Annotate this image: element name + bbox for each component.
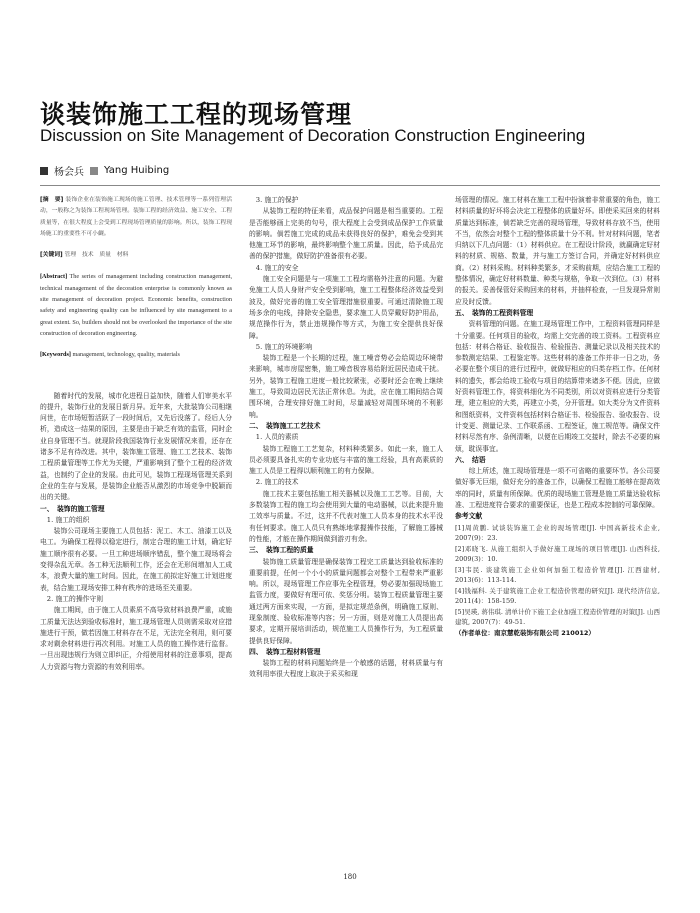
section-heading: 参考文献 [455,512,483,521]
subsection-heading: 2. 施工的操作守则 [46,594,104,603]
article-title: 谈装饰施工工程的现场管理 [40,100,353,129]
keywords-zh [40,250,232,261]
subsection-heading: 1. 人员的素质 [255,433,299,442]
reference-item: [4]钱福科. 关于建筑施工企业工程造价管理的研究[J]. 现代经济信息, 2011(4)：158-159. [455,586,660,606]
text-column-1 [40,195,232,673]
subsection-heading: 4. 施工的安全 [255,263,299,272]
paragraph: 施工期间，由于施工人员素质不高导致材料浪费严重，或施工质量无法达到验收标准时，施工现场管理人员则需采取对应措施进行干预，做若因施工材料存在不足，无法完全利用，则可要求对剩余材料进行再次利用。对施工人员的施工操作进行监督。一旦出现违规行为则立即纠正，介绍使用材料的注意事项，提高人力资源与物力资源的有效利用率。 [40,606,232,671]
section-heading: 三、 装饰工程的质量 [249,546,314,555]
paragraph: 施工安全问题是与一项施工工程均需格外注意的问题。为避免施工人员人身财产安全受到影响，施工工程整体经济效益受到波及，做好完善的施工安全管理措施很重要。可通过清除施工现场多余的电线，排除安全隐患，要求施工人员穿戴好防护用品，规范操作行为，禁止违规操作等方式，为施工安全提供良好保障。 [249,275,443,340]
text-column-2 [249,195,443,681]
header-divider [40,185,660,186]
author-name-zh: 杨会兵 [54,167,84,178]
abstract-tag: [摘 要] [40,197,64,203]
column-2-body [249,195,443,681]
abstract-text: 装饰企业在装饰施工现场的施工管理、技术管理等一系列管理活动，一般称之为装饰工程现场管理。装饰工程的经济效益、施工安全、工程质量等，在很大程度上会受到工程现场管理质量的影响。所以，装饰工程现场施工的重要性不可小觑。 [40,197,232,237]
subsection-heading: 5. 施工的环境影响 [255,342,313,351]
paragraph: 装饰工程施工工艺复杂，材料种类繁多。如此一来，施工人员必须要具备扎实的专业功底与丰富的施工经验，具有高素质的施工人员是工程得以顺利施工的有力保障。 [249,444,443,476]
paragraph: 随着时代的发展，城市化进程日益加快，随着人们审美水平的提升，装饰行业的发展日新月异。近年来，大批装饰公司相继问世，在市场短暂活跃了一段时间后，又先后没落了。经后人分析，造成这一结果的原因，主要是由于缺乏有效的监管，同时企业自身管理不当。就现阶段我国装饰行业发展情况来看，还存在诸多不足有待改进。其中，装饰施工管理、施工工艺技术、装饰工程质量管理等工作尤为关键，严重影响到了整个工程的经济效益，也制约了企业的发展。由此可见，装饰工程现场管理关系到企业的生存与发展，是装饰企业能否从激烈的市场竞争中脱颖而出的关键。 [40,391,232,502]
subsection-heading: 2. 施工的技术 [255,478,299,487]
section-heading: 二、 装饰施工工艺技术 [249,421,321,430]
paragraph: 综上所述，施工现场管理是一项不可省略的重要环节。各公司要做好事无巨细，做好充分的准备工作，以确保工程施工能够在提高效率的同时，质量有所保障。优质的现场施工管理是施工质量达验收标准、工程进度符合要求的重要保证，也是工程成本控制的可靠保障。 [455,467,660,510]
column-3-body [455,195,660,639]
paragraph: 装饰施工质量管理是确保装饰工程完工质量达到验收标准的重要前提，任何一个小小的质量问题都会对整个工程带来严重影响。所以，现场管理工作应事先全程管理，势必要加强现场施工监管力度，要做好有理可依、奖惩分明。装饰工程质量管理主要通过两方面来实现，一方面，是拟定规范条例，明确施工原则、现象制度、验收标准等内容；另一方面，则是对施工人员提出高要求，定期开展培训活动，规范施工人员操作行为，为工程质量提供良好保障。 [249,557,443,645]
keywords-text: 管理 技术 质量 材料 [64,252,129,259]
subsection-heading: 3. 施工的保护 [255,196,299,204]
author-affiliation: （作者单位：南京慧乾装饰有限公司 210012） [455,628,595,637]
section-heading: 六、 结语 [455,455,486,464]
abstract-en-text: The series of management including construction management, technical management of the decoration enterprise is commonly known as site management of decoration project. Economic benefits, construction safety and engineering quality can be influenced by site management to a great extent. So, builders should not be overlooked the importance of the site construction of decoration engineering. [40,273,233,337]
text-column-3 [455,195,660,639]
section-heading: 一、 装饰的施工管理 [40,504,105,513]
spacer [40,371,232,391]
paragraph: 装饰工程是一个长期的过程，施工噪音势必会给周边环境带来影响，城市房屋密集，施工噪音极容易给附近居民造成干扰。另外，装饰工程施工进度一般比较紧张，必要时还会在晚上继续施工，导致周边居民无法正常休息。为此，应在施工期间结合周围环境，合理安排好施工时间，尽量减轻对周围环境的不利影响。 [249,354,443,419]
page-number: 180 [343,873,357,881]
section-heading: 四、 装饰工程材料管理 [249,647,321,656]
article-title-english: Discussion on Site Management of Decoration Construction Engineering [40,126,586,145]
abstract-en [40,271,232,339]
abstract-en-tag: [Abstract] [40,273,68,281]
keywords-en-text: management, technology, quality, materials [72,351,180,359]
paragraph: 资料管理的问题。在施工现场管理工作中，工程资料管理同样是十分重要。任何项目的验收，均需上交完善的竣工资料。工程资料应包括：材料合格证、验收报告、检验报告、测量记录以及相关技术的参数测定结果、工程鉴定等。这些材料的准备工作并非一日之功，务必要在整个项目的进行过程中，就做好相应的归类存档工作。任何材料的遗失，都会给竣工验收与项目的结算带来诸多不便。因此，应做好资料管理工作，将资料细化为不同类别，所以对资料应进行分类管理，建立相应的大类，再建立小类，分开管理。如大类分为文件资料和图纸资料，文件资料包括材料合格证书、检验报告、验收报告、设计变更、测量记录、工作联系函、工程签证，施工规范等。确保文件材料尽然有序、条例清晰，以便在后期竣工交接时，除去不必要的麻烦，耽误事宜。 [455,320,660,453]
paragraph: 装饰公司现场主要施工人员包括：泥工、木工、油漆工以及电工。为确保工程得以稳定进行，制定合理的施工计划，确定好施工顺序很有必要。一旦工种进场顺序错乱，整个施工现场将会变得杂乱无章。各工种无法顺利工作，还会在无形间增加人工成本，浪费大量的施工时间。因此，在施工前拟定好施工计划进度表，结合施工现场安排工种有秩序的进场至关重要。 [40,527,232,592]
paragraph-continuation: 场管理的情况。施工材料在施工工程中扮演着非常重要的角色，施工材料质量的好坏将会决定工程整体的质量好坏。即使采买回来的材料质量达到标准，倘若缺乏完善的现场管理，导致材料存放不当，使用不当，依然会对整个工程的整体质量十分不利。针对材料问题，笔者归纳以下几点问题：（1）材料供应。在工程设计阶段，就赢确定好材料的材质、规格、数量，并与施工方签订合同，并确定好材料供应商。（2）材料采购。材料种类繁多，才采购前期，应结合施工工程的整体情况，确定好材料数量、种类与规格，争取一次到位。（3）材料的报关。妥善保管好采购回来的材料，并抽样检查，一旦发现异常则应及时反馈。 [455,196,660,306]
paragraph: 施工技术主要包括施工相关器械以及施工工艺等。目前，大多数装饰工程的施工均会使用到大量的电动器械，以此来提升施工效率与质量。不过，这并不代表对施工人员本身的技术水平没有任何要求。施工人员只有熟练地掌握操作技能，了解施工器械的性能，才能在操作期间做到游刃有余。 [249,489,443,543]
subsection-heading: 1. 施工的组织 [46,515,90,524]
keywords-en [40,349,232,360]
section-heading: 五、 装饰的工程资料管理 [455,308,534,317]
abstract-zh [40,195,232,240]
author-line [40,163,169,178]
reference-item: [1]周黄鹏. 试谈装饰施工企业的现场管理[J]. 中国高新技术企业, 2007(9)：23. [455,523,660,543]
reference-item: [3]韦民. 谈建筑施工企业如何加强工程造价管理[J]. 江西建材, 2013(6)：113-114. [455,565,660,585]
keywords-en-tag: [Keywords] [40,351,71,359]
paragraph: 从装饰工程的特征来看，成品保护问题是相当重要的。工程是否能够画上完美的句号，很大程度上会受到成品保护工作质量的影响。倘若施工完成的成品未获得良好的保护，难免会受到其他施工环节的影响，最终影响整个施工质量。因此，给予成品完善的保护措施，做好防护准备很有必要。 [249,207,443,261]
paragraph: 装饰工程的材料问题始终是一个敏感的话题，材料质量与有效利用率很大程度上取决于采买和现 [249,659,443,679]
reference-item: [2]邓晓飞. 从施工组织入手做好施工现场的项目管理[J]. 山西科技, 2009(3)：10. [455,544,660,564]
column-1-body [40,391,232,673]
keywords-tag: [关键词] [40,252,63,259]
reference-item: [5]吴瑛, 蒋伟琪. 清单计价下施工企业加强工程造价管理的对策[J]. 山西建筑, 2007(7)：49-51. [455,607,660,627]
square-bullet-icon [40,167,48,175]
author-name-en: Yang Huibing [104,165,170,176]
square-bullet-icon [90,167,98,175]
